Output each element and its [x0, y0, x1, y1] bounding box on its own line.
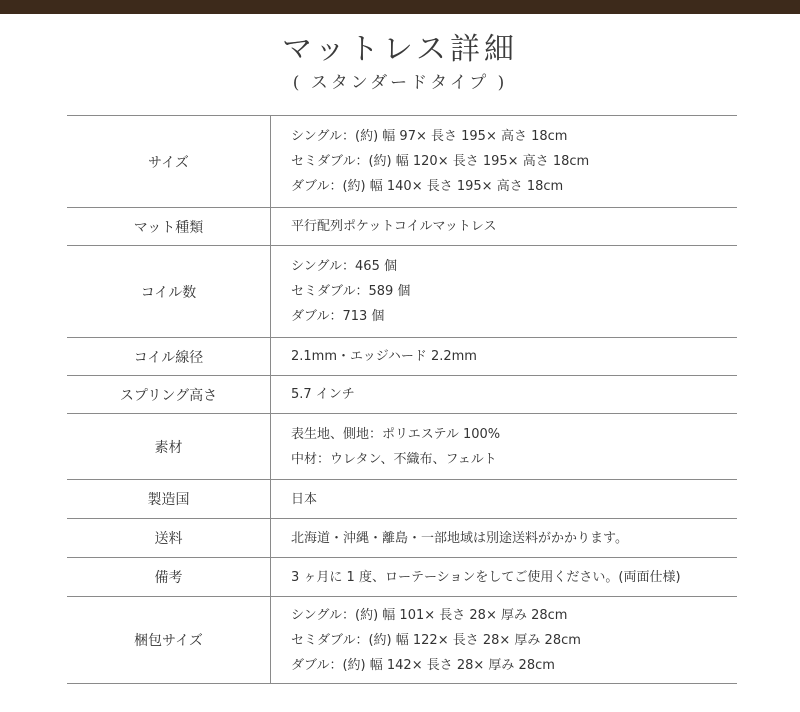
- value-line: ダブル：(約) 幅 140× 長さ 195× 高さ 18cm: [291, 179, 564, 194]
- row-label: 梱包サイズ: [67, 597, 271, 684]
- spec-table: [67, 115, 737, 684]
- value-line: 5.7 インチ: [291, 387, 355, 402]
- row-label: 備考: [67, 558, 271, 597]
- table-row: [67, 414, 737, 480]
- row-value: [271, 414, 738, 480]
- value-line: 北海道・沖縄・離島・一部地域は別途送料がかかります。: [291, 530, 628, 546]
- table-row: [67, 338, 737, 376]
- value-line: 表生地、側地：ポリエステル 100%: [291, 426, 501, 442]
- value-line: シングル：(約) 幅 97× 長さ 195× 高さ 18cm: [291, 129, 568, 144]
- row-value: [271, 480, 738, 519]
- value-line: 2.1mm・エッジハード 2.2mm: [291, 349, 477, 364]
- row-value: [271, 208, 738, 246]
- value-line: シングル：(約) 幅 101× 長さ 28× 厚み 28cm: [291, 607, 568, 623]
- top-brown-bar: [0, 0, 800, 14]
- value-line: ダブル：713 個: [291, 309, 385, 324]
- table-row: [67, 208, 737, 246]
- row-value: [271, 338, 738, 376]
- value-line: シングル：465 個: [291, 259, 397, 274]
- row-label: コイル数: [67, 246, 271, 338]
- row-value: [271, 116, 738, 208]
- row-label: コイル線径: [67, 338, 271, 376]
- table-row: [67, 246, 737, 338]
- value-line: 日本: [291, 491, 318, 507]
- row-value: [271, 558, 738, 597]
- row-label: 製造国: [67, 480, 271, 519]
- table-row: [67, 376, 737, 414]
- table-row: [67, 597, 737, 684]
- row-value: [271, 597, 738, 684]
- table-row: [67, 519, 737, 558]
- value-line: 中材：ウレタン、不織布、フェルト: [291, 451, 497, 467]
- row-value: [271, 246, 738, 338]
- row-label: サイズ: [67, 116, 271, 208]
- page-subtitle: ( スタンダードタイプ ): [292, 73, 508, 93]
- row-label: スプリング高さ: [67, 376, 271, 414]
- value-line: セミダブル：(約) 幅 122× 長さ 28× 厚み 28cm: [291, 632, 581, 648]
- value-line: ダブル：(約) 幅 142× 長さ 28× 厚み 28cm: [291, 657, 555, 673]
- value-line: セミダブル：589 個: [291, 284, 411, 299]
- value-line: 平行配列ポケットコイルマットレス: [291, 219, 497, 234]
- row-label: 送料: [67, 519, 271, 558]
- value-line: セミダブル：(約) 幅 120× 長さ 195× 高さ 18cm: [291, 154, 590, 169]
- table-row: [67, 558, 737, 597]
- row-label: 素材: [67, 414, 271, 480]
- row-value: [271, 519, 738, 558]
- value-line: 3 ヶ月に 1 度、ローテーションをしてご使用ください。(両面仕様): [291, 569, 681, 585]
- page-title: マットレス詳細: [282, 32, 518, 67]
- table-row: [67, 480, 737, 519]
- row-value: [271, 376, 738, 414]
- table-row: [67, 116, 737, 208]
- row-label: マット種類: [67, 208, 271, 246]
